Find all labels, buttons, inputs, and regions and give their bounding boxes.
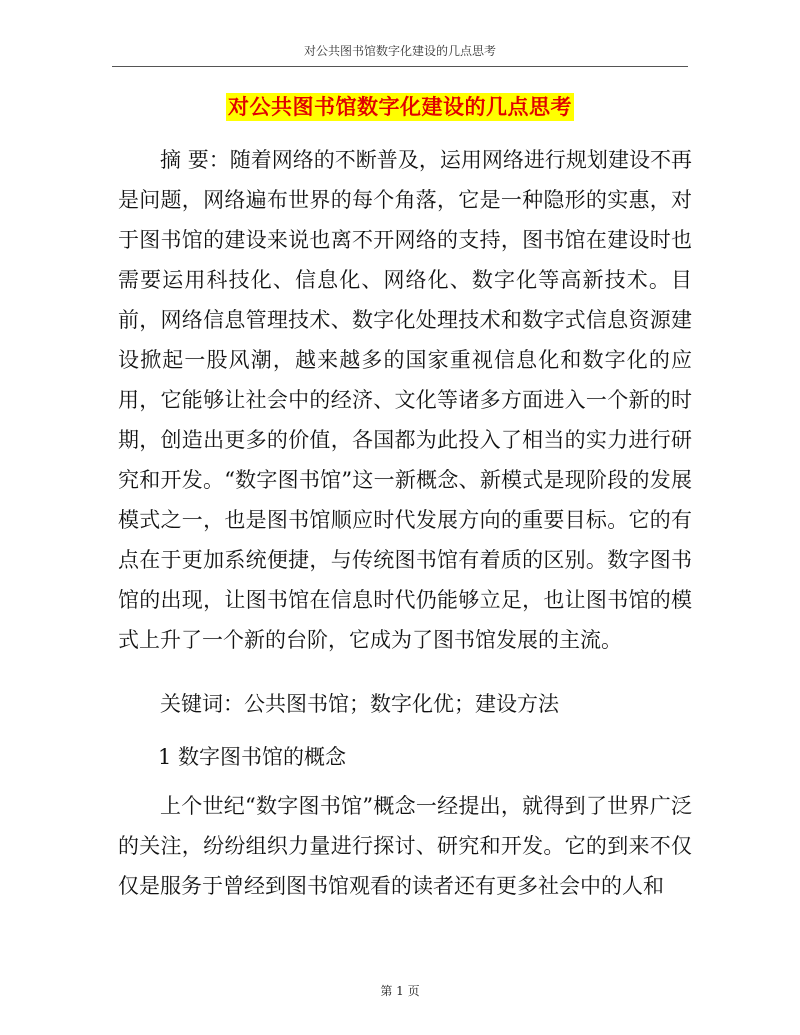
page-number: 第 1 页 bbox=[380, 984, 420, 998]
running-header: 对公共图书馆数字化建设的几点思考 bbox=[303, 44, 496, 58]
header-divider bbox=[112, 66, 688, 67]
body-paragraph: 上个世纪“数字图书馆”概念一经提出，就得到了世界广泛的关注，纷纷组织力量进行探讨、研究和开发。它的到来不仅仅是服务于曾经到图书馆观看的读者还有更多社会中的人和 bbox=[118, 794, 692, 898]
keywords-line: 关键词：公共图书馆；数字化优；建设方法 bbox=[160, 692, 559, 716]
title-container bbox=[0, 93, 800, 121]
section-heading: 1 数字图书馆的概念 bbox=[158, 745, 347, 769]
document-title: 对公共图书馆数字化建设的几点思考 bbox=[228, 94, 572, 119]
abstract-paragraph: 摘 要：随着网络的不断普及，运用网络进行规划建设不再是问题，网络遍布世界的每个角落，它是一种隐形的实惠，对于图书馆的建设来说也离不开网络的支持，图书馆在建设时也需要运用科技化、信息化、网络化、数字化等高新技术。目前，网络信息管理技术、数字化处理技术和数字式信息资源建设掀起一股风潮，越来越多的国家重视信息化和数字化的应用，它能够让社会中的经济、文化等诸多方面进入一个新的时期，创造出更多的价值，各国都为此投入了相当的实力进行研究和开发。“数字图书馆”这一新概念、新模式是现阶段的发展模式之一，也是图书馆顺应时代发展方向的重要目标。它的有点在于更加系统便捷，与传统图书馆有着质的区别。数字图书馆的出现，让图书馆在信息时代仍能够立足，也让图书馆的模式上升了一个新的台阶，它成为了图书馆发展的主流。 bbox=[118, 148, 692, 652]
